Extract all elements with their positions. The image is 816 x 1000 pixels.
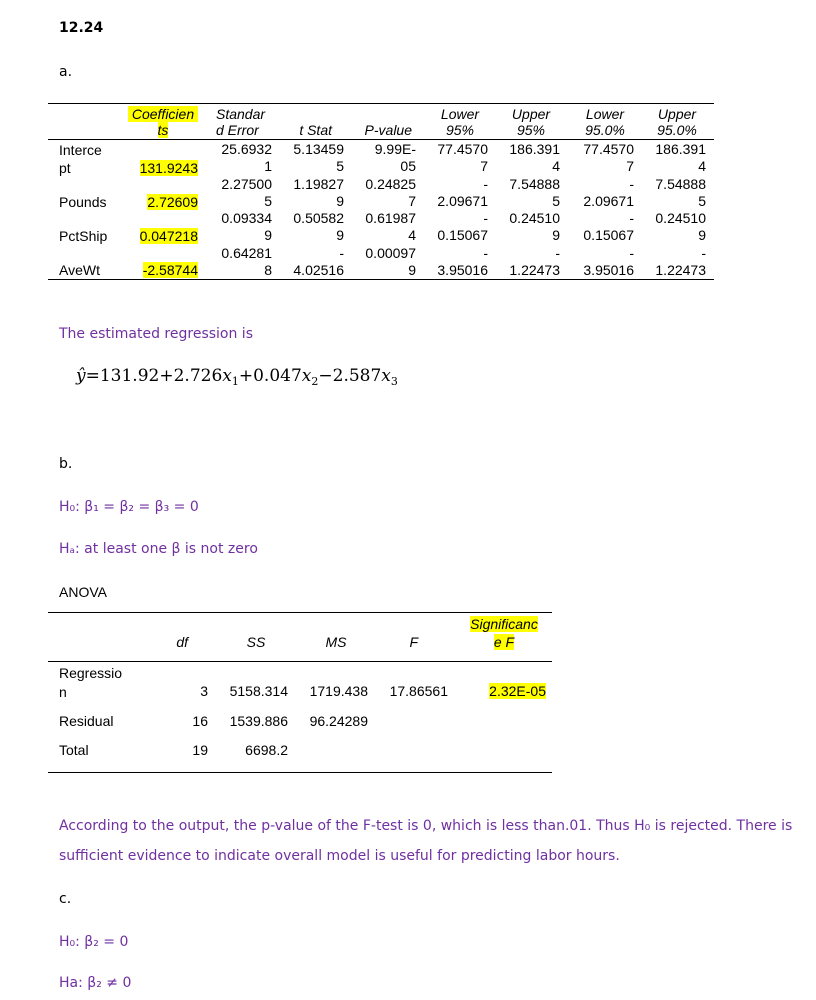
ss-header: SS	[246, 634, 266, 650]
coef-pounds: 2.72609	[147, 194, 198, 210]
conclusion-line-1: According to the output, the p-value of the F-test is 0, which is less than.01. Thus H₀ is rejected. There is	[59, 818, 793, 834]
upper950-intercept: 186.391 4	[655, 141, 706, 174]
upper950-avewt: - 1.22473	[655, 245, 706, 278]
df-header: df	[176, 634, 188, 650]
t-pounds: 1.19827 9	[293, 176, 344, 209]
ms-residual: 96.24289	[309, 713, 368, 729]
t-pctship: 0.50582 9	[293, 210, 344, 243]
se-pctship: 0.09334 9	[221, 210, 272, 243]
upper95-pounds: 7.54888 5	[509, 176, 560, 209]
coef-header: Coefficien ts	[128, 106, 198, 138]
row-label-pounds: Pounds	[59, 194, 107, 210]
part-b-label: b.	[59, 456, 73, 472]
upper95-intercept: 186.391 4	[509, 141, 560, 174]
p-avewt: 0.00097 9	[365, 245, 416, 278]
significance-f-header: Significanc e F	[470, 616, 538, 650]
df-regression: 3	[200, 683, 208, 699]
ss-regression: 5158.314	[229, 683, 288, 699]
lower950-intercept: 77.4570 7	[583, 141, 634, 174]
regression-equation: $ŷ=131.92+2.726x_1+0.047x_2-2.587x_3$	[76, 366, 398, 388]
ss-residual: 1539.886	[229, 713, 288, 729]
p-pounds: 0.24825 7	[365, 176, 416, 209]
upper95-header: Upper 95%	[511, 106, 551, 138]
lower95-pctship: - 0.15067	[437, 210, 488, 243]
ms-regression: 1719.438	[309, 683, 368, 699]
regression-intro: The estimated regression is	[59, 326, 253, 342]
anova-row-label-regression: Regressio n	[59, 665, 123, 700]
ss-total: 6698.2	[245, 742, 288, 758]
row-label-pctship: PctShip	[59, 228, 108, 244]
anova-row-label-total: Total	[59, 742, 89, 758]
lower95-intercept: 77.4570 7	[437, 141, 488, 174]
p-value-header: P-value	[364, 122, 412, 138]
se-avewt: 0.64281 8	[221, 245, 272, 278]
null-hypothesis-b: H₀: β₁ = β₂ = β₃ = 0	[59, 499, 199, 515]
problem-title: 12.24	[59, 20, 104, 36]
alt-hypothesis-b: Hₐ: at least one β is not zero	[59, 541, 258, 557]
t-intercept: 5.13459 5	[293, 141, 344, 174]
anova-title: ANOVA	[59, 584, 107, 600]
sig-regression: 2.32E-05	[489, 683, 546, 699]
anova-row-label-residual: Residual	[59, 713, 114, 729]
se-intercept: 25.6932 1	[221, 141, 272, 174]
lower950-pctship: - 0.15067	[583, 210, 634, 243]
t-avewt: - 4.02516	[293, 245, 344, 278]
t-stat-header: t Stat	[299, 122, 332, 138]
upper950-header: Upper 95.0%	[657, 106, 697, 138]
lower950-avewt: - 3.95016	[583, 245, 634, 278]
row-label-intercept: Interce pt	[59, 142, 102, 176]
lower950-header: Lower 95.0%	[585, 106, 625, 138]
coef-pctship: 0.047218	[139, 228, 198, 244]
part-a-label: a.	[59, 64, 73, 80]
lower95-header: Lower 95%	[440, 106, 480, 138]
part-c-label: c.	[59, 891, 72, 907]
coef-avewt: -2.58744	[142, 262, 198, 278]
p-intercept: 9.99E- 05	[374, 141, 416, 174]
ms-header: MS	[325, 634, 347, 650]
upper95-avewt: - 1.22473	[509, 245, 560, 278]
null-hypothesis-c: H₀: β₂ = 0	[59, 934, 129, 950]
upper950-pctship: 0.24510 9	[655, 210, 706, 243]
f-regression: 17.86561	[389, 683, 448, 699]
alt-hypothesis-c: Ha: β₂ ≠ 0	[59, 975, 132, 991]
df-total: 19	[192, 742, 208, 758]
upper950-pounds: 7.54888 5	[655, 176, 706, 209]
std-error-header: Standar d Error	[216, 106, 266, 138]
row-label-avewt: AveWt	[59, 262, 100, 278]
conclusion-line-2: sufficient evidence to indicate overall model is useful for predicting labor hours.	[59, 848, 620, 864]
lower95-avewt: - 3.95016	[437, 245, 488, 278]
lower95-pounds: - 2.09671	[437, 176, 488, 209]
se-pounds: 2.27500 5	[221, 176, 272, 209]
upper95-pctship: 0.24510 9	[509, 210, 560, 243]
lower950-pounds: - 2.09671	[583, 176, 634, 209]
coef-intercept: 131.9243	[139, 160, 198, 176]
df-residual: 16	[192, 713, 208, 729]
p-pctship: 0.61987 4	[365, 210, 416, 243]
f-header: F	[409, 634, 418, 650]
